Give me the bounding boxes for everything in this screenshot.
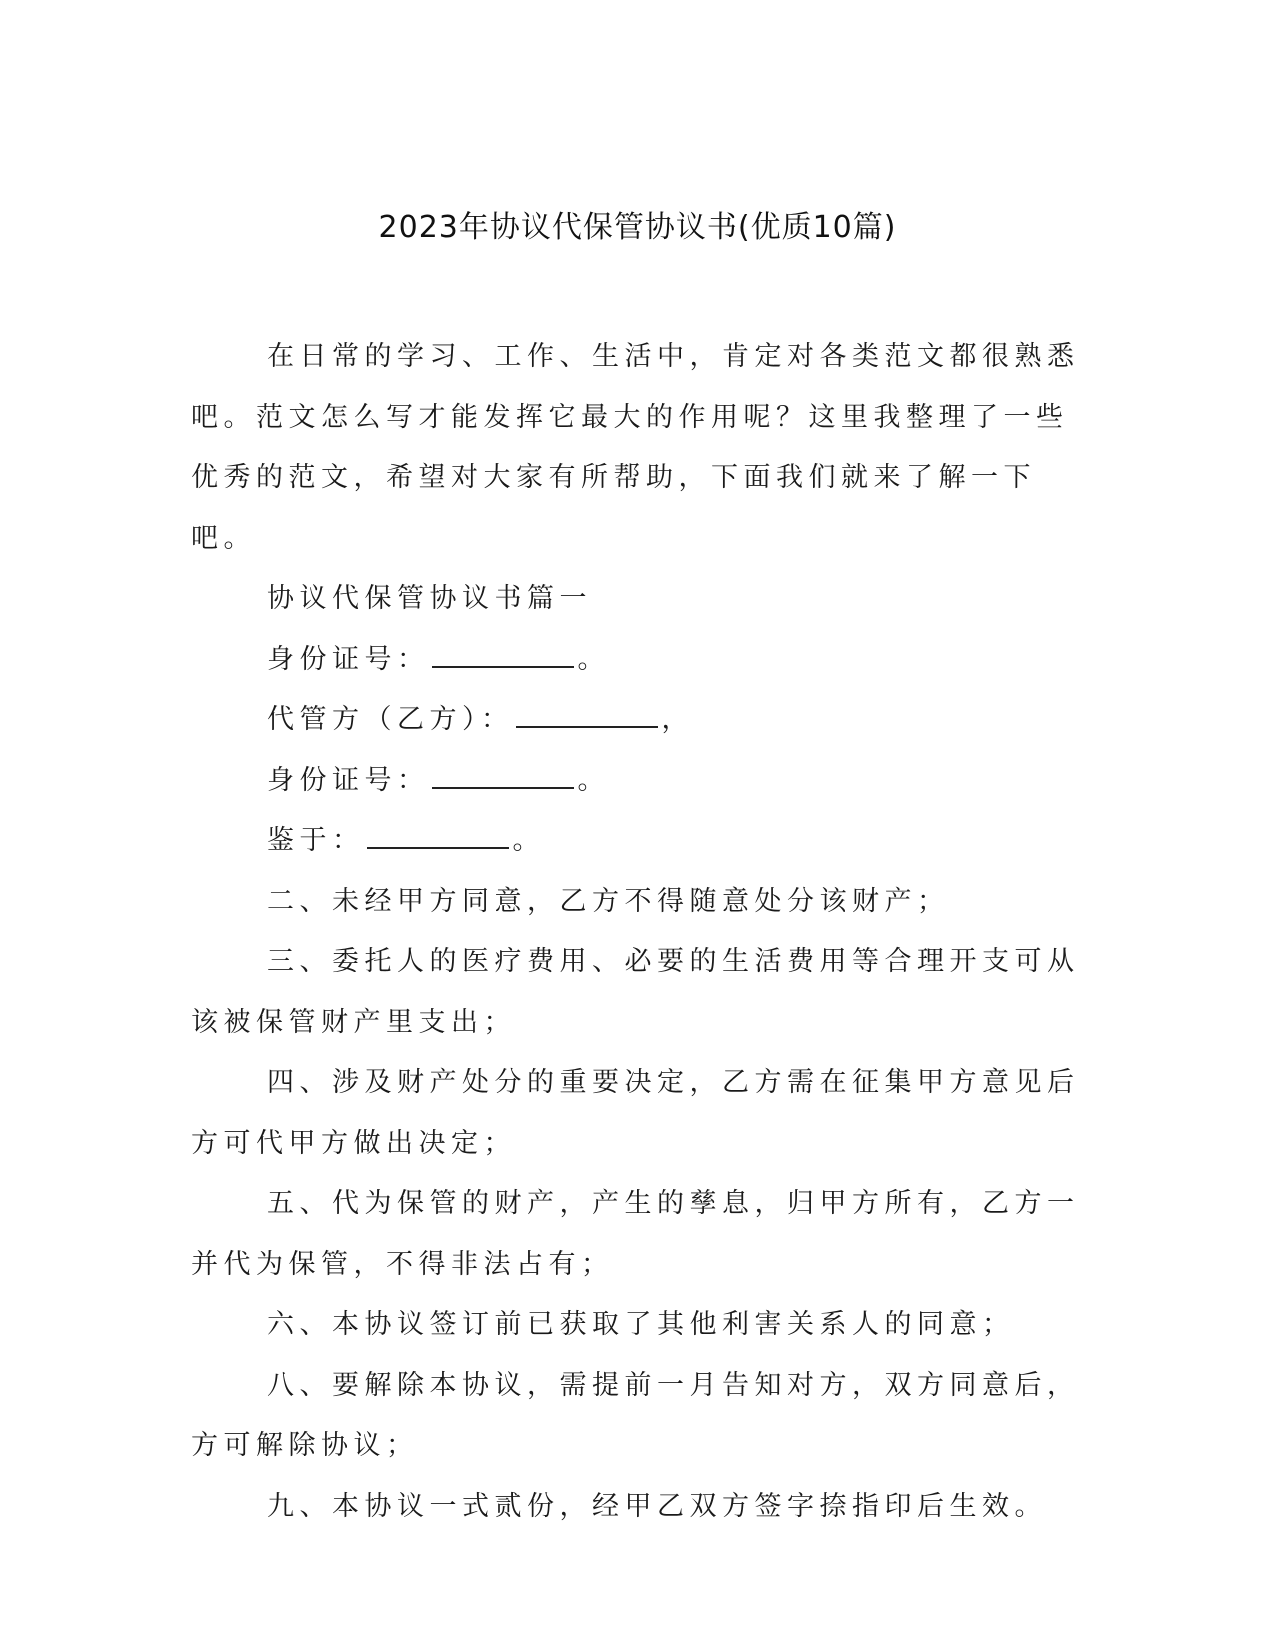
document-title: 2023年协议代保管协议书(优质10篇) <box>378 210 897 245</box>
blank-line <box>432 666 574 668</box>
field-id-number-party-a <box>191 630 1086 691</box>
field-whereas <box>191 811 1086 872</box>
field-custodian-party-b <box>191 690 1086 751</box>
clause-3: 三、委托人的医疗费用、必要的生活费用等合理开支可从该被保管财产里支出； <box>191 946 1080 1038</box>
clause-5: 五、代为保管的财产，产生的孳息，归甲方所有，乙方一并代为保管，不得非法占有； <box>191 1188 1080 1280</box>
field-label: 鉴于： <box>267 825 365 856</box>
field-label: 身份证号： <box>267 643 430 675</box>
clause-9: 九、本协议一式贰份，经甲乙双方签字捺指印后生效。 <box>267 1490 1047 1522</box>
field-label: 身份证号： <box>267 764 430 796</box>
clause-6: 六、本协议签订前已获取了其他利害关系人的同意； <box>267 1309 1015 1340</box>
blank-line <box>516 726 658 728</box>
document-body <box>191 327 1086 1537</box>
blank-line <box>367 847 509 849</box>
field-suffix: 。 <box>577 764 610 796</box>
clause-8: 八、要解除本协议，需提前一月告知对方，双方同意后，方可解除协议； <box>191 1369 1080 1461</box>
intro-paragraph: 在日常的学习、工作、生活中，肯定对各类范文都很熟悉吧。范文怎么写才能发挥它最大的作用呢？这里我整理了一些优秀的范文，希望对大家有所帮助，下面我们就来了解一下吧。 <box>191 341 1080 554</box>
clause-2: 二、未经甲方同意，乙方不得随意处分该财产； <box>267 885 950 917</box>
blank-line <box>432 787 574 789</box>
field-suffix: ， <box>661 704 694 735</box>
field-label: 代管方（乙方）： <box>267 704 514 735</box>
clause-4: 四、涉及财产处分的重要决定，乙方需在征集甲方意见后方可代甲方做出决定； <box>191 1067 1080 1159</box>
field-suffix: 。 <box>512 825 545 856</box>
field-suffix: 。 <box>577 643 610 675</box>
section-heading: 协议代保管协议书篇一 <box>267 583 592 614</box>
field-id-number-party-b <box>191 751 1086 812</box>
